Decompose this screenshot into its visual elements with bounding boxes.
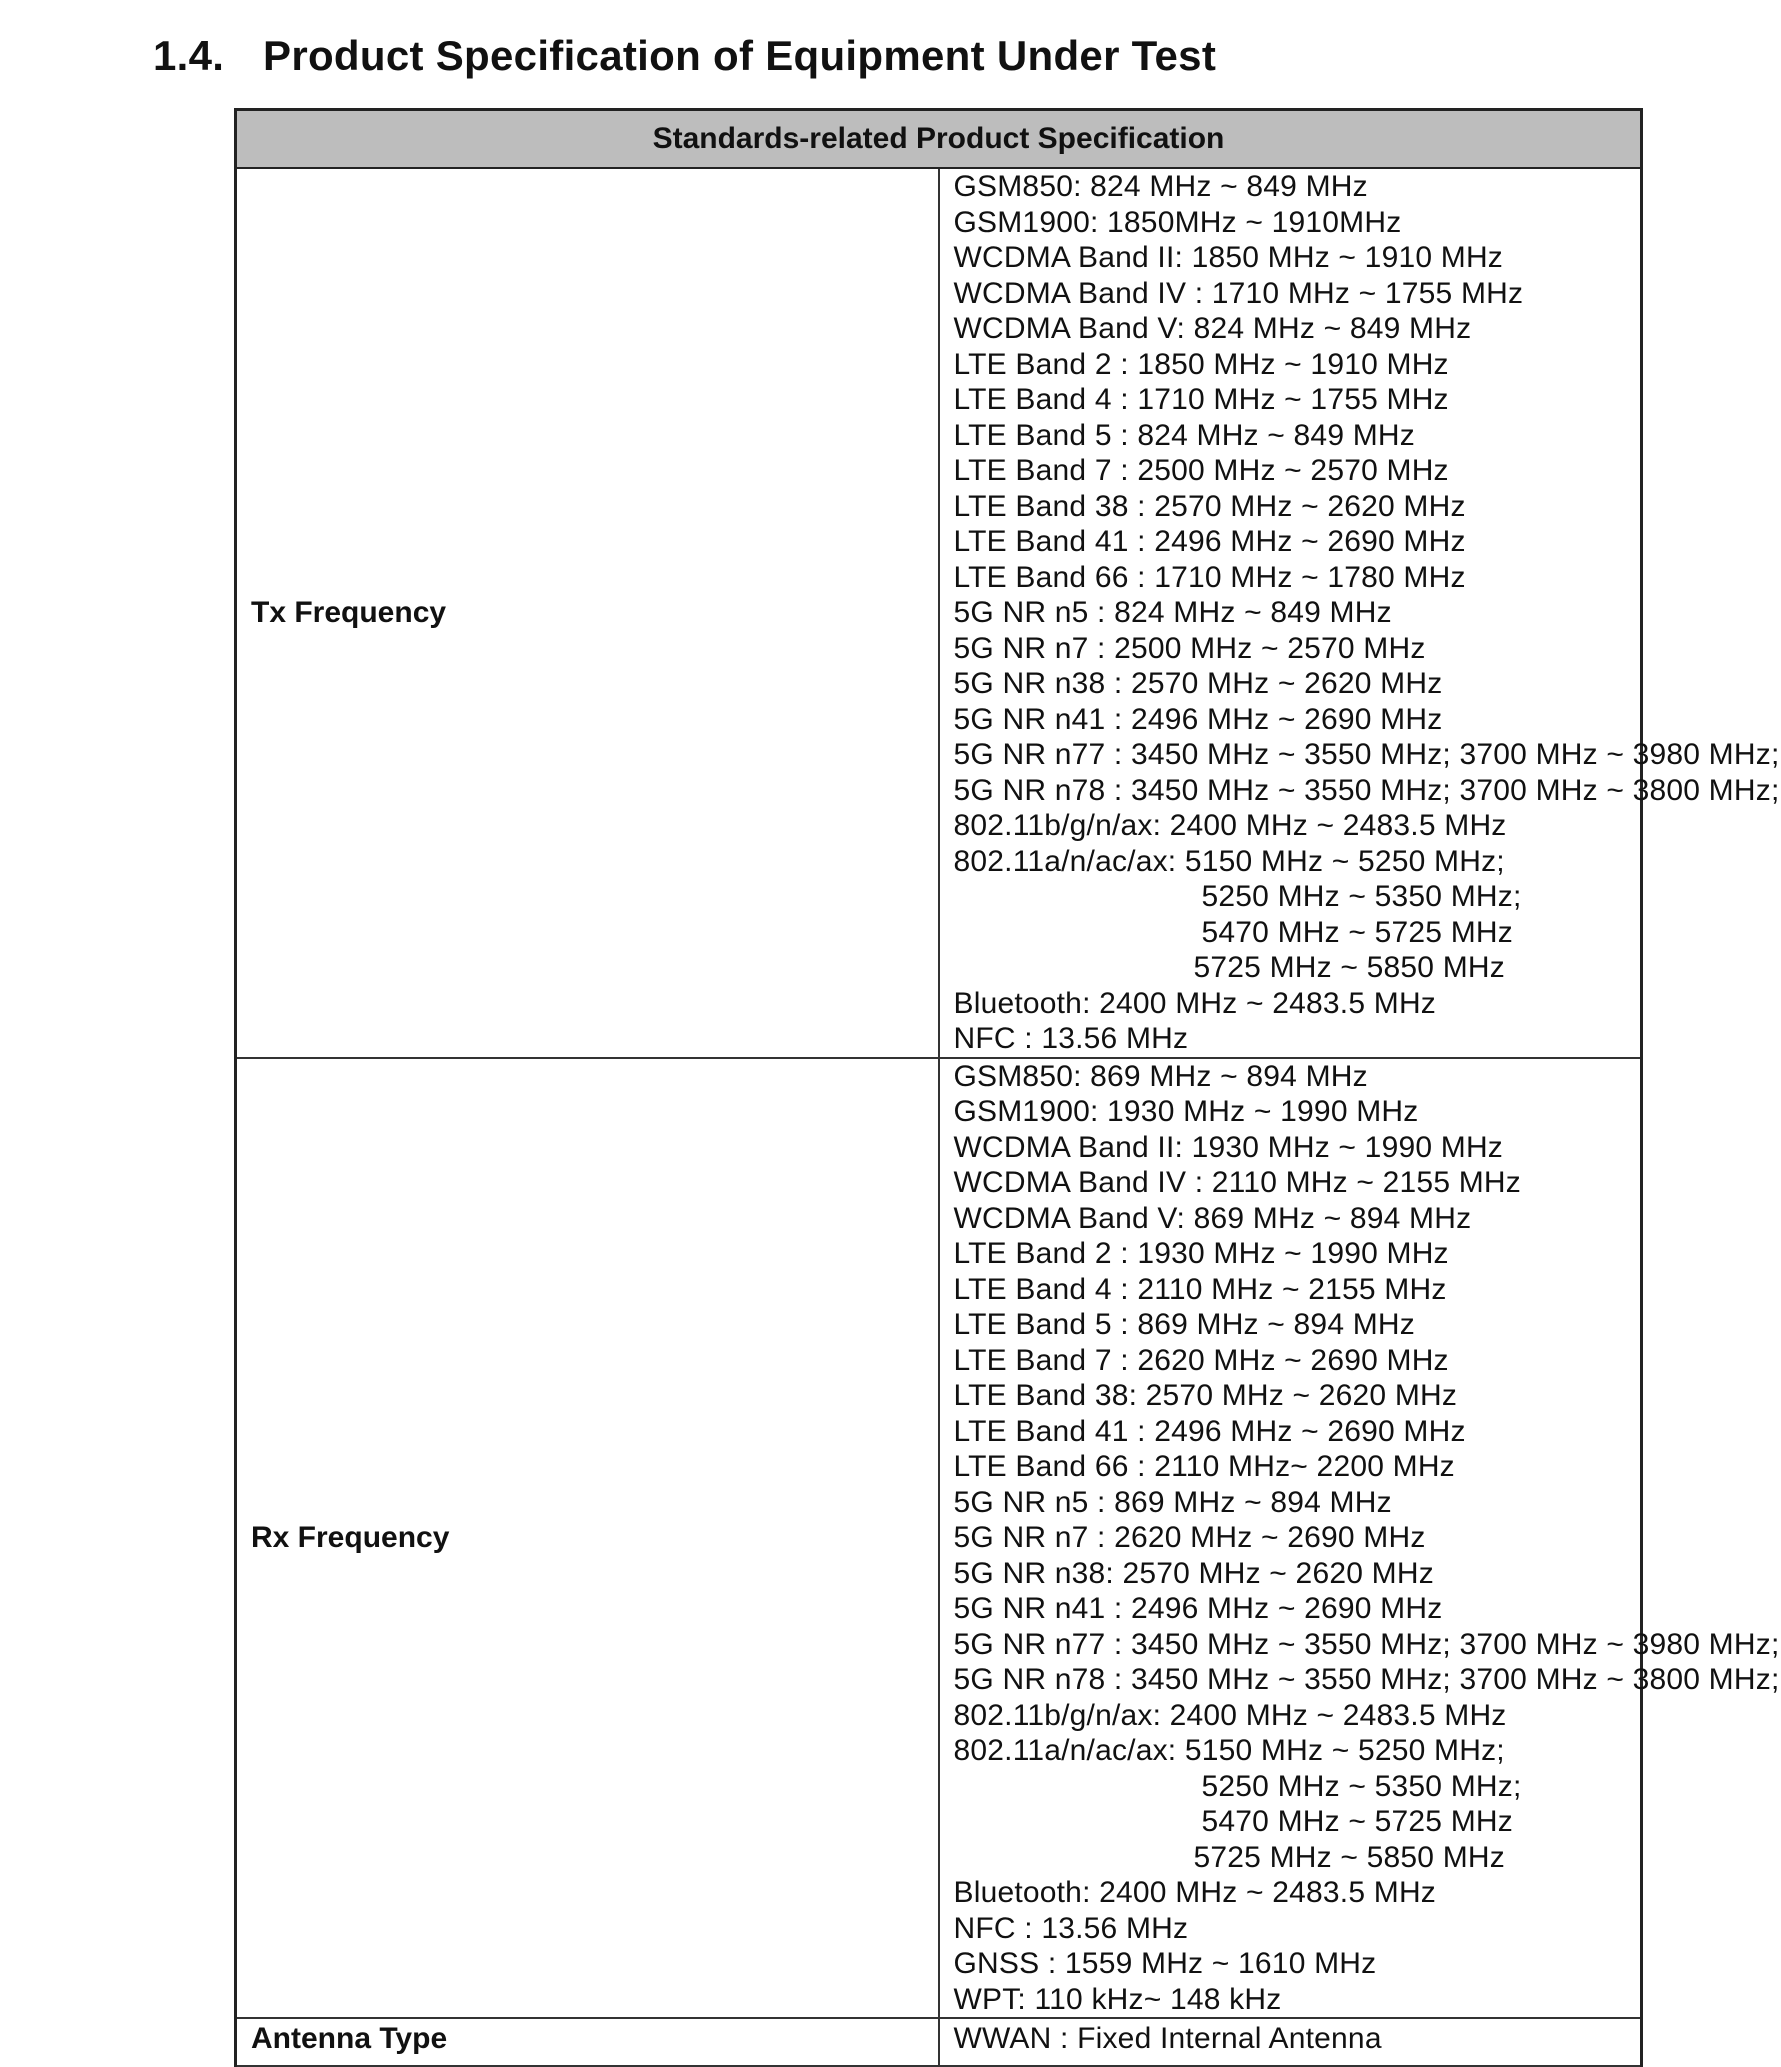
tx-line: 5G NR n41 : 2496 MHz ~ 2690 MHz xyxy=(953,702,1443,736)
rx-line: 802.11b/g/n/ax: 2400 MHz ~ 2483.5 MHz xyxy=(953,1698,1507,1732)
rx-line: LTE Band 38: 2570 MHz ~ 2620 MHz xyxy=(953,1379,1458,1412)
tx-line: 5G NR n7 : 2500 MHz ~ 2570 MHz xyxy=(953,631,1426,665)
tx-line: NFC : 13.56 MHz xyxy=(953,1022,1189,1055)
rx-line: 5G NR n77 : 3450 MHz ~ 3550 MHz; 3700 MHz ~ 3980 MHz; xyxy=(953,1627,1780,1661)
rx-line: 802.11a/n/ac/ax: 5150 MHz ~ 5250 MHz; xyxy=(953,1734,1505,1767)
section-heading xyxy=(153,28,1216,84)
section-number: 1.4. xyxy=(153,32,225,79)
tx-line: WCDMA Band IV : 1710 MHz ~ 1755 MHz xyxy=(953,276,1524,310)
rx-line: 5G NR n78 : 3450 MHz ~ 3550 MHz; 3700 MHz ~ 3800 MHz; xyxy=(953,1663,1780,1696)
rx-line: 5470 MHz ~ 5725 MHz xyxy=(1201,1805,1513,1838)
rx-line: 5725 MHz ~ 5850 MHz xyxy=(1193,1840,1505,1874)
rx-line: LTE Band 2 : 1930 MHz ~ 1990 MHz xyxy=(953,1237,1449,1270)
tx-line: 802.11a/n/ac/ax: 5150 MHz ~ 5250 MHz; xyxy=(953,844,1505,878)
rx-line: WPT: 110 kHz~ 148 kHz xyxy=(953,1982,1282,2016)
tx-line: 5G NR n77 : 3450 MHz ~ 3550 MHz; 3700 MHz ~ 3980 MHz; xyxy=(953,738,1780,771)
rx-frequency-row xyxy=(236,1058,1642,2019)
rx-line: 5G NR n7 : 2620 MHz ~ 2690 MHz xyxy=(953,1521,1426,1554)
rx-line: LTE Band 4 : 2110 MHz ~ 2155 MHz xyxy=(953,1272,1447,1306)
rx-line: WCDMA Band V: 869 MHz ~ 894 MHz xyxy=(953,1201,1472,1235)
tx-frequency-row xyxy=(236,168,1642,1058)
tx-line: LTE Band 38 : 2570 MHz ~ 2620 MHz xyxy=(953,489,1466,523)
tx-line: 802.11b/g/n/ax: 2400 MHz ~ 2483.5 MHz xyxy=(953,809,1507,842)
rx-line: GSM850: 869 MHz ~ 894 MHz xyxy=(953,1059,1368,1093)
tx-line: LTE Band 41 : 2496 MHz ~ 2690 MHz xyxy=(953,525,1466,558)
tx-line: GSM1900: 1850MHz ~ 1910MHz xyxy=(953,205,1402,239)
tx-line: LTE Band 4 : 1710 MHz ~ 1755 MHz xyxy=(953,383,1449,416)
antenna-type-values xyxy=(939,2018,1642,2066)
tx-line: GSM850: 824 MHz ~ 849 MHz xyxy=(953,170,1368,203)
rx-line: 5G NR n41 : 2496 MHz ~ 2690 MHz xyxy=(953,1592,1443,1625)
tx-line: LTE Band 2 : 1850 MHz ~ 1910 MHz xyxy=(953,347,1449,381)
antenna-type-row xyxy=(236,2018,1642,2066)
tx-line: WCDMA Band II: 1850 MHz ~ 1910 MHz xyxy=(953,241,1504,274)
rx-line: 5G NR n38: 2570 MHz ~ 2620 MHz xyxy=(953,1556,1434,1590)
rx-line: 5G NR n5 : 869 MHz ~ 894 MHz xyxy=(953,1485,1392,1519)
table-header: Standards-related Product Specification xyxy=(236,110,1642,169)
tx-frequency-label: Tx Frequency xyxy=(236,168,939,1058)
tx-line: WCDMA Band V: 824 MHz ~ 849 MHz xyxy=(953,312,1472,345)
tx-frequency-values xyxy=(939,168,1780,1058)
rx-line: WCDMA Band II: 1930 MHz ~ 1990 MHz xyxy=(953,1130,1504,1164)
tx-line: LTE Band 66 : 1710 MHz ~ 1780 MHz xyxy=(953,560,1466,594)
section-title: Product Specification of Equipment Under Test xyxy=(263,32,1217,79)
tx-line: 5725 MHz ~ 5850 MHz xyxy=(1193,951,1505,984)
tx-line: 5G NR n78 : 3450 MHz ~ 3550 MHz; 3700 MHz ~ 3800 MHz; xyxy=(953,773,1780,807)
rx-line: LTE Band 66 : 2110 MHz~ 2200 MHz xyxy=(953,1450,1455,1483)
tx-line: 5250 MHz ~ 5350 MHz; xyxy=(1201,880,1522,913)
rx-line: LTE Band 5 : 869 MHz ~ 894 MHz xyxy=(953,1308,1415,1341)
rx-line: NFC : 13.56 MHz xyxy=(953,1911,1189,1945)
tx-line: LTE Band 5 : 824 MHz ~ 849 MHz xyxy=(953,418,1415,452)
antenna-type-label: Antenna Type xyxy=(236,2018,939,2066)
antenna-line: WWAN : Fixed Internal Antenna xyxy=(953,2022,1382,2055)
rx-line: LTE Band 41 : 2496 MHz ~ 2690 MHz xyxy=(953,1414,1466,1448)
tx-line: 5G NR n38 : 2570 MHz ~ 2620 MHz xyxy=(953,667,1443,700)
tx-line: 5G NR n5 : 824 MHz ~ 849 MHz xyxy=(953,596,1392,629)
rx-line: Bluetooth: 2400 MHz ~ 2483.5 MHz xyxy=(953,1876,1437,1909)
tx-line: LTE Band 7 : 2500 MHz ~ 2570 MHz xyxy=(953,454,1449,487)
rx-line: WCDMA Band IV : 2110 MHz ~ 2155 MHz xyxy=(953,1166,1521,1199)
tx-line: Bluetooth: 2400 MHz ~ 2483.5 MHz xyxy=(953,986,1437,1020)
table-header-row xyxy=(236,110,1642,169)
rx-line: GSM1900: 1930 MHz ~ 1990 MHz xyxy=(953,1095,1419,1128)
spec-table xyxy=(234,108,1780,2067)
rx-line: LTE Band 7 : 2620 MHz ~ 2690 MHz xyxy=(953,1343,1449,1377)
tx-line: 5470 MHz ~ 5725 MHz xyxy=(1201,915,1513,949)
rx-frequency-values xyxy=(939,1058,1780,2019)
rx-line: GNSS : 1559 MHz ~ 1610 MHz xyxy=(953,1947,1377,1980)
rx-frequency-label: Rx Frequency xyxy=(236,1058,939,2019)
rx-line: 5250 MHz ~ 5350 MHz; xyxy=(1201,1769,1522,1803)
